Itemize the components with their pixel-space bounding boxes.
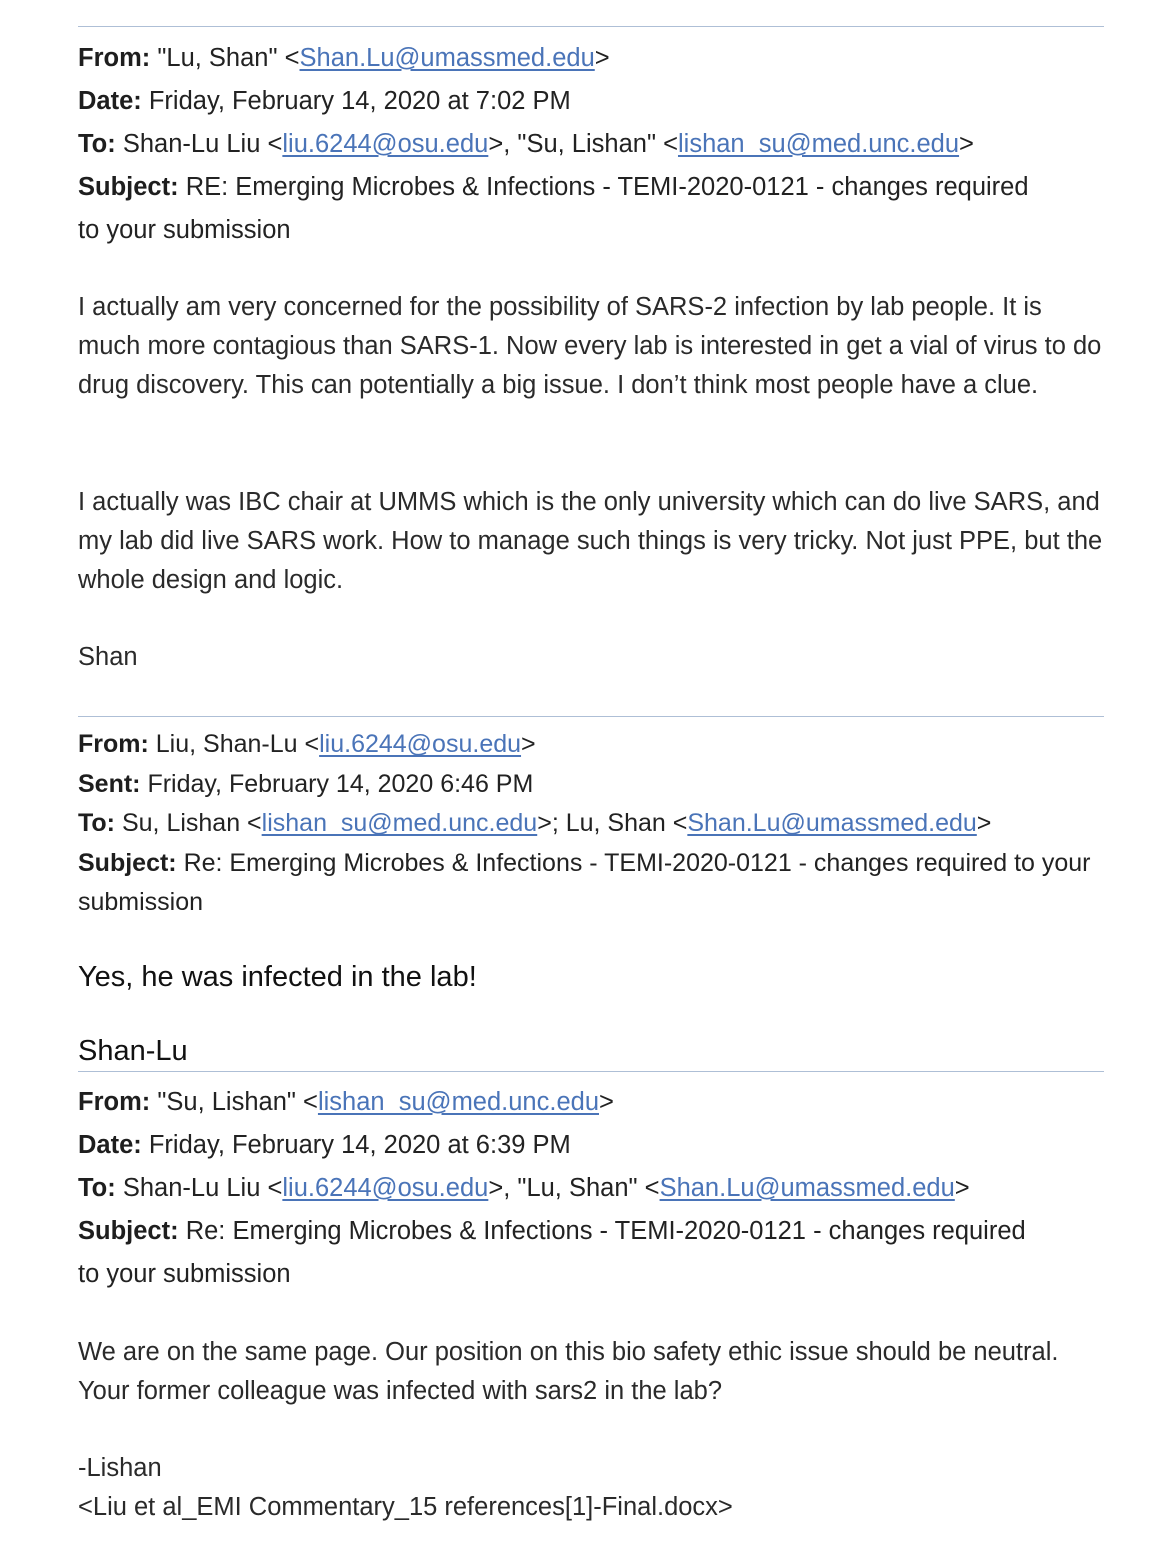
divider-3	[78, 1071, 1104, 1072]
subject-value: Re: Emerging Microbes & Infections - TEMI-2020-0121 - changes required to your submission	[78, 848, 1091, 916]
date-label: Date:	[78, 1131, 142, 1159]
to-name-2: >, "Lu, Shan" <	[488, 1174, 660, 1202]
from-label: From:	[78, 730, 149, 758]
email-3-signature: -Lishan	[78, 1454, 162, 1482]
date-label: Date:	[78, 87, 142, 115]
divider-2	[78, 716, 1104, 717]
to-email-link-2[interactable]: lishan_su@med.unc.edu	[677, 130, 960, 158]
subject-line	[78, 1210, 1038, 1296]
subject-value: RE: Emerging Microbes & Infections - TEMI-2020-0121 - changes required to your submission	[78, 173, 1029, 244]
date-value: Friday, February 14, 2020 at 7:02 PM	[148, 87, 571, 115]
angle-close: >	[959, 130, 974, 158]
from-name: "Su, Lishan" <	[157, 1088, 318, 1116]
from-line	[78, 725, 1108, 765]
email-1-paragraph-2: I actually was IBC chair at UMMS which is the only university which can do live SARS, and my lab did live SARS work. How to manage such things is very tricky. Not just PPE, but the whole design and logic.	[78, 488, 1103, 594]
angle-close: >	[594, 44, 610, 72]
from-email-link[interactable]: lishan_su@med.unc.edu	[317, 1088, 599, 1116]
email-1-signature: Shan	[78, 643, 138, 671]
angle-close: >	[954, 1174, 970, 1202]
from-label: From:	[78, 44, 151, 72]
to-line	[78, 123, 1108, 166]
email-3-attachment: <Liu et al_EMI Commentary_15 references[1]-Final.docx>	[78, 1493, 733, 1521]
email-3-header	[78, 1081, 1108, 1296]
from-line	[78, 1081, 1108, 1124]
email-2-message: Yes, he was infected in the lab!	[78, 961, 477, 993]
subject-line	[78, 166, 1038, 252]
angle-close: >	[599, 1088, 614, 1116]
to-line	[78, 1167, 1108, 1210]
from-label: From:	[78, 1088, 151, 1116]
to-name-1: Shan-Lu Liu <	[122, 130, 283, 158]
to-email-link-1[interactable]: lishan_su@med.unc.edu	[261, 809, 538, 837]
from-email-link[interactable]: liu.6244@osu.edu	[319, 730, 522, 758]
subject-label: Subject:	[78, 173, 179, 201]
to-label: To:	[78, 1174, 116, 1202]
subject-label: Subject:	[78, 1217, 179, 1245]
email-1-paragraph-1: I actually am very concerned for the possibility of SARS-2 infection by lab people. It is much more contagious than SARS-1. Now every lab is interested in get a vial of virus to do drug discovery. This can potentially a big issue. I don’t think most people have a clue.	[78, 293, 1102, 399]
date-value: Friday, February 14, 2020 at 6:39 PM	[148, 1131, 571, 1159]
angle-close: >	[976, 809, 992, 837]
email-3-paragraph-1: We are on the same page. Our position on this bio safety ethic issue should be neutral. Your former colleague was infected with sars2 in the lab?	[78, 1338, 1059, 1405]
to-name-2: >; Lu, Shan <	[537, 809, 688, 837]
to-email-link-2[interactable]: Shan.Lu@umassmed.edu	[659, 1174, 955, 1202]
subject-line	[78, 844, 1098, 923]
sent-label: Sent:	[78, 769, 141, 798]
sent-line	[78, 765, 1108, 805]
to-line	[78, 804, 1108, 844]
to-name-2: >, "Su, Lishan" <	[488, 130, 678, 158]
to-name-1: Su, Lishan <	[121, 809, 262, 837]
email-2-signature: Shan-Lu	[78, 1035, 188, 1067]
to-email-link-2[interactable]: Shan.Lu@umassmed.edu	[687, 809, 977, 837]
angle-close: >	[521, 730, 536, 758]
from-email-link[interactable]: Shan.Lu@umassmed.edu	[299, 44, 595, 72]
to-email-link-1[interactable]: liu.6244@osu.edu	[282, 130, 489, 158]
date-line	[78, 1124, 1108, 1167]
sent-value: Friday, February 14, 2020 6:46 PM	[147, 769, 534, 798]
to-email-link-1[interactable]: liu.6244@osu.edu	[282, 1174, 489, 1202]
from-name: Liu, Shan-Lu <	[155, 730, 320, 758]
to-label: To:	[78, 809, 116, 837]
subject-value: Re: Emerging Microbes & Infections - TEMI-2020-0121 - changes required to your submission	[78, 1217, 1026, 1288]
from-line	[78, 37, 1108, 80]
from-name: "Lu, Shan" <	[157, 44, 300, 72]
email-1-header	[78, 37, 1108, 252]
top-divider	[78, 26, 1104, 27]
date-line	[78, 80, 1108, 123]
to-label: To:	[78, 130, 116, 158]
subject-label: Subject:	[78, 848, 177, 877]
to-name-1: Shan-Lu Liu <	[122, 1174, 283, 1202]
email-2-header	[78, 725, 1108, 923]
